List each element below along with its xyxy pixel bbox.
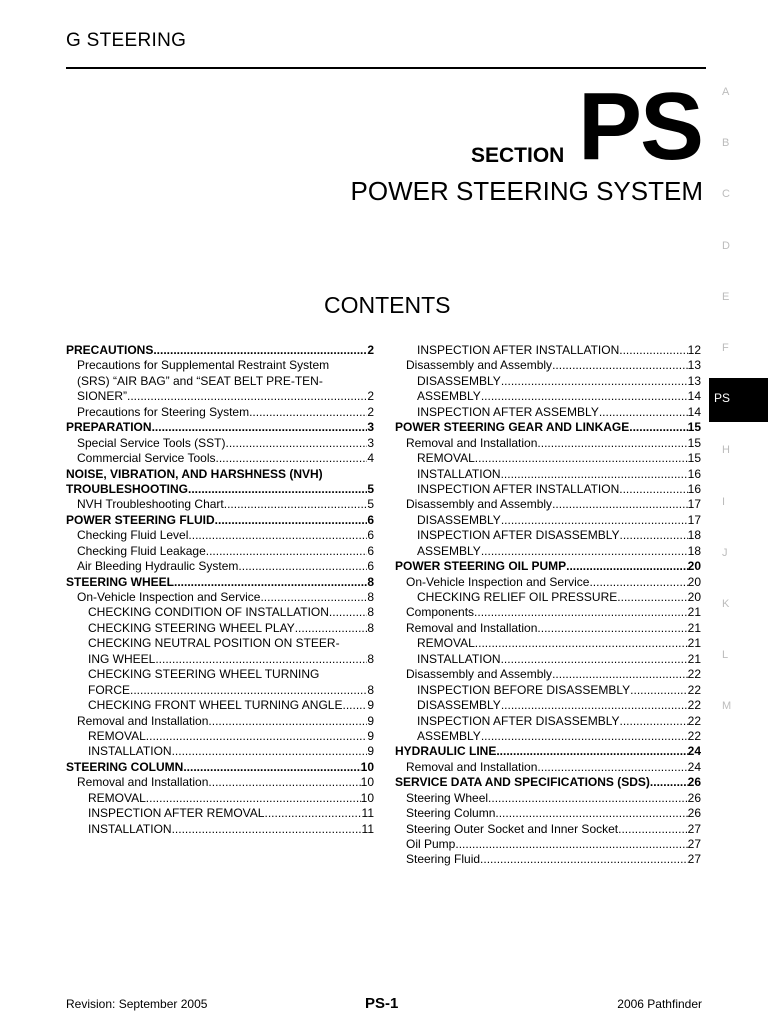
toc-entry[interactable] — [66, 791, 374, 806]
toc-dot-leader — [620, 528, 688, 543]
toc-entry-page: 17 — [687, 512, 701, 527]
section-tab-e[interactable] — [709, 287, 768, 309]
toc-entry-title: DISASSEMBLY — [417, 512, 501, 527]
toc-entry[interactable] — [395, 528, 701, 543]
footer-page-number: PS-1 — [365, 995, 399, 1012]
toc-dot-leader — [650, 775, 688, 790]
toc-entry-page: 14 — [687, 404, 701, 419]
toc-entry[interactable] — [66, 467, 374, 482]
toc-entry[interactable] — [395, 698, 701, 713]
toc-entry-title: INSPECTION AFTER INSTALLATION — [417, 343, 620, 357]
toc-dot-leader — [481, 544, 688, 559]
toc-entry-title: Steering Column — [406, 806, 496, 821]
toc-entry[interactable] — [66, 374, 374, 389]
toc-entry-page: 8 — [367, 605, 374, 620]
toc-entry[interactable] — [395, 436, 701, 451]
toc-entry-title: TROUBLESHOOTING — [66, 481, 188, 496]
toc-dot-leader — [264, 806, 361, 821]
toc-dot-leader — [552, 497, 688, 512]
toc-entry-page: 3 — [367, 420, 374, 435]
toc-entry-title: ASSEMBLY — [417, 728, 481, 743]
toc-dot-leader — [183, 760, 360, 775]
toc-entry-page: 24 — [687, 759, 701, 774]
toc-entry-page: 17 — [687, 497, 701, 512]
section-tab-l[interactable] — [709, 645, 768, 667]
toc-entry-page: 6 — [367, 543, 374, 558]
toc-entry[interactable] — [395, 636, 701, 651]
section-tab-label: H — [722, 444, 730, 457]
section-tab-label: A — [722, 86, 730, 98]
toc-entry-page: 6 — [367, 528, 374, 543]
toc-dot-leader — [172, 822, 362, 837]
toc-entry[interactable] — [66, 667, 374, 682]
section-tab-label: C — [722, 188, 730, 201]
toc-entry-title: Air Bleeding Hydraulic System — [77, 559, 239, 574]
toc-entry[interactable] — [66, 358, 374, 373]
section-tab-label: I — [722, 495, 726, 508]
section-code: PS — [578, 73, 703, 180]
toc-entry[interactable] — [395, 729, 701, 744]
toc-entry-page: 11 — [361, 806, 374, 821]
toc-entry[interactable] — [395, 714, 701, 729]
toc-entry-page: 13 — [687, 373, 701, 388]
toc-entry[interactable] — [395, 420, 701, 435]
toc-dot-leader — [537, 760, 687, 775]
toc-entry[interactable] — [66, 636, 374, 651]
toc-entry[interactable] — [395, 575, 701, 590]
toc-entry-title: INSPECTION AFTER DISASSEMBLY — [417, 528, 620, 543]
toc-entry-title: NVH Troubleshooting Chart — [77, 497, 224, 512]
section-tab-label: PS — [714, 391, 731, 406]
toc-entry[interactable] — [395, 837, 701, 852]
toc-dot-leader — [152, 420, 368, 435]
toc-entry[interactable] — [395, 482, 701, 497]
section-tab-label: F — [722, 342, 729, 354]
toc-entry-page: 5 — [367, 481, 374, 496]
toc-dot-leader — [155, 652, 367, 667]
toc-dot-leader — [188, 482, 367, 497]
section-tab-ps[interactable] — [709, 378, 768, 422]
toc-entry[interactable] — [66, 528, 374, 543]
toc-dot-leader — [552, 358, 688, 373]
toc-entry[interactable] — [66, 389, 374, 404]
toc-entry-title: Checking Fluid Leakage — [77, 543, 206, 558]
header-rule — [66, 67, 706, 69]
toc-entry-page: 6 — [367, 512, 374, 527]
toc-dot-leader — [501, 652, 688, 667]
section-tab-m[interactable] — [709, 696, 768, 718]
toc-dot-leader — [480, 852, 688, 867]
footer-revision: Revision: September 2005 — [66, 997, 208, 1011]
toc-dot-leader — [619, 482, 687, 497]
toc-dot-leader — [475, 451, 688, 466]
toc-entry-page: 22 — [687, 667, 701, 682]
toc-entry[interactable] — [66, 605, 374, 620]
toc-entry[interactable] — [395, 451, 701, 466]
toc-entry-title: DISASSEMBLY — [417, 373, 501, 388]
toc-entry-title: Steering Wheel — [406, 790, 489, 805]
toc-entry[interactable] — [395, 806, 701, 821]
toc-entry[interactable] — [395, 497, 701, 512]
toc-dot-leader — [174, 575, 367, 590]
toc-entry-page: 27 — [687, 837, 701, 851]
toc-entry-title: INSPECTION BEFORE DISASSEMBLY — [417, 682, 631, 697]
toc-entry-page: 6 — [367, 559, 374, 574]
section-tab-i[interactable] — [709, 492, 768, 514]
toc-dot-leader — [566, 559, 688, 574]
toc-entry-title: Removal and Installation — [77, 775, 209, 790]
toc-entry-title: Precautions for Supplemental Restraint System — [77, 358, 330, 373]
section-tab-c[interactable] — [709, 184, 768, 206]
toc-entry-title: Checking Fluid Level — [77, 528, 189, 543]
toc-entry-title: DISASSEMBLY — [417, 698, 501, 713]
toc-entry-title: INSTALLATION — [88, 821, 172, 836]
toc-entry-page: 10 — [360, 775, 374, 790]
toc-entry-title: INSTALLATION — [417, 651, 501, 666]
toc-entry-title: Removal and Installation — [406, 620, 538, 635]
toc-entry[interactable] — [66, 343, 374, 358]
toc-entry-page: 9 — [367, 713, 374, 728]
toc-entry-page: 13 — [687, 358, 701, 373]
toc-entry-title: On-Vehicle Inspection and Service — [406, 574, 590, 589]
toc-entry[interactable] — [66, 806, 374, 821]
toc-dot-leader — [455, 837, 687, 852]
toc-entry[interactable] — [66, 451, 374, 466]
toc-entry[interactable] — [66, 513, 374, 528]
toc-entry-page: 11 — [361, 821, 374, 836]
toc-entry-title: ASSEMBLY — [417, 543, 481, 558]
toc-entry-title: SIONER” — [77, 389, 128, 404]
toc-entry[interactable] — [395, 822, 701, 837]
toc-dot-leader — [206, 544, 368, 559]
toc-entry[interactable] — [66, 683, 374, 698]
toc-entry-title: INSPECTION AFTER DISASSEMBLY — [417, 713, 620, 728]
toc-entry-title: STEERING COLUMN — [66, 759, 184, 774]
toc-entry-page: 8 — [367, 590, 374, 604]
toc-entry-page: 26 — [687, 790, 701, 805]
contents-heading: CONTENTS — [324, 292, 451, 318]
toc-entry[interactable] — [66, 760, 374, 775]
toc-entry-page: 15 — [687, 451, 701, 466]
toc-entry-title: CHECKING FRONT WHEEL TURNING ANGLE — [88, 698, 343, 713]
toc-entry-page: 26 — [687, 775, 701, 790]
toc-entry[interactable] — [395, 760, 701, 775]
toc-dot-leader — [329, 605, 367, 620]
toc-entry[interactable] — [395, 559, 701, 574]
toc-dot-leader — [342, 698, 367, 713]
section-tab-k[interactable] — [709, 594, 768, 616]
section-tab-h[interactable] — [709, 440, 768, 462]
toc-entry-page: 9 — [367, 744, 374, 759]
toc-entry[interactable] — [66, 559, 374, 574]
running-header: G STEERING — [66, 30, 187, 51]
toc-entry-title: HYDRAULIC LINE — [395, 744, 497, 759]
toc-dot-leader — [146, 791, 361, 806]
toc-entry-title: Removal and Installation — [406, 759, 538, 774]
toc-entry-page: 3 — [367, 435, 374, 450]
toc-entry-page: 27 — [687, 821, 701, 836]
toc-entry-page: 15 — [687, 435, 701, 450]
toc-dot-leader — [619, 343, 687, 358]
toc-entry-page: 8 — [367, 651, 374, 666]
toc-dot-leader — [552, 667, 688, 682]
toc-entry-page: 26 — [687, 806, 701, 821]
toc-entry-title: Steering Outer Socket and Inner Socket — [406, 821, 619, 836]
toc-entry[interactable] — [395, 513, 701, 528]
toc-entry-page: 15 — [687, 420, 701, 435]
toc-entry[interactable] — [66, 544, 374, 559]
section-tab-label: E — [722, 290, 730, 303]
toc-entry-title: INSTALLATION — [88, 744, 172, 759]
toc-entry-title: Precautions for Steering System — [77, 404, 250, 419]
toc-entry[interactable] — [395, 467, 701, 482]
toc-entry-page: 16 — [687, 466, 701, 481]
toc-entry[interactable] — [66, 497, 374, 512]
toc-entry-page: 2 — [367, 389, 374, 404]
footer-model: 2006 Pathfinder — [617, 997, 702, 1011]
section-tab-b[interactable] — [709, 133, 768, 155]
toc-entry-title: INSPECTION AFTER ASSEMBLY — [417, 404, 599, 419]
toc-entry-title: NOISE, VIBRATION, AND HARSHNESS (NVH) — [66, 466, 323, 481]
toc-dot-leader — [501, 467, 688, 482]
toc-entry[interactable] — [395, 652, 701, 667]
toc-entry-title: FORCE — [88, 682, 130, 697]
toc-entry[interactable] — [395, 744, 701, 759]
toc-entry-page: 10 — [360, 790, 374, 805]
section-tab-d[interactable] — [709, 236, 768, 258]
toc-entry-title: REMOVAL — [417, 636, 475, 651]
section-tab-label: D — [722, 239, 730, 252]
toc-entry-title: Oil Pump — [406, 837, 456, 851]
section-tab-label: M — [722, 700, 732, 713]
toc-column-left — [66, 343, 374, 837]
toc-entry[interactable] — [395, 358, 701, 373]
toc-dot-leader — [481, 389, 688, 404]
toc-entry-title: POWER STEERING FLUID — [66, 512, 215, 527]
toc-entry-title: CHECKING RELIEF OIL PRESSURE — [417, 590, 618, 604]
toc-entry[interactable] — [66, 405, 374, 420]
toc-entry-page: 9 — [367, 698, 374, 713]
toc-dot-leader — [130, 683, 367, 698]
toc-entry-title: Removal and Installation — [406, 435, 538, 450]
toc-dot-leader — [496, 744, 687, 759]
toc-entry-title: CHECKING STEERING WHEEL TURNING — [88, 667, 320, 682]
toc-entry-title: STEERING WHEEL — [66, 574, 175, 589]
toc-entry-page: 2 — [367, 343, 374, 357]
toc-entry-page: 8 — [367, 682, 374, 697]
section-tab-label: L — [722, 649, 729, 662]
toc-entry[interactable] — [395, 343, 701, 358]
toc-dot-leader — [629, 420, 687, 435]
toc-dot-leader — [501, 698, 688, 713]
toc-entry-title: CHECKING STEERING WHEEL PLAY — [88, 620, 295, 635]
toc-dot-leader — [153, 343, 367, 358]
toc-entry-title: Steering Fluid — [406, 852, 481, 867]
toc-entry-title: Disassembly and Assembly — [406, 667, 553, 682]
toc-dot-leader — [501, 513, 688, 528]
toc-entry-title: ING WHEEL — [88, 651, 156, 666]
toc-entry-page: 14 — [687, 389, 701, 404]
toc-entry-page: 21 — [687, 636, 701, 651]
toc-entry-page: 21 — [687, 605, 701, 620]
toc-entry-title: (SRS) “AIR BAG” and “SEAT BELT PRE-TEN- — [77, 373, 323, 388]
toc-entry-title: On-Vehicle Inspection and Service — [77, 590, 261, 604]
toc-entry-page: 20 — [687, 590, 701, 604]
toc-dot-leader — [146, 729, 368, 744]
toc-entry[interactable] — [66, 698, 374, 713]
toc-entry-title: REMOVAL — [417, 451, 475, 466]
toc-dot-leader — [589, 575, 687, 590]
toc-entry-page: 8 — [367, 620, 374, 635]
toc-dot-leader — [537, 436, 687, 451]
toc-entry-title: REMOVAL — [88, 728, 146, 743]
section-tab-label: J — [722, 546, 728, 559]
toc-entry-page: 21 — [687, 620, 701, 635]
toc-entry[interactable] — [66, 590, 374, 605]
section-tab-j[interactable] — [709, 543, 768, 565]
toc-entry[interactable] — [395, 544, 701, 559]
section-tab-a[interactable] — [709, 82, 768, 104]
toc-dot-leader — [127, 389, 367, 404]
toc-dot-leader — [630, 683, 687, 698]
toc-entry-page: 22 — [687, 728, 701, 743]
toc-dot-leader — [226, 436, 368, 451]
toc-dot-leader — [599, 405, 688, 420]
section-tab-label: B — [722, 137, 730, 150]
toc-entry-page: 18 — [687, 528, 701, 543]
toc-entry-page: 22 — [687, 713, 701, 728]
toc-dot-leader — [501, 374, 688, 389]
toc-dot-leader — [481, 729, 688, 744]
toc-entry-title: SERVICE DATA AND SPECIFICATIONS (SDS) — [395, 775, 650, 790]
toc-entry-title: INSPECTION AFTER INSTALLATION — [417, 481, 620, 496]
toc-entry[interactable] — [395, 667, 701, 682]
toc-entry-page: 24 — [687, 744, 701, 759]
toc-dot-leader — [474, 605, 688, 620]
toc-entry-page: 5 — [367, 497, 374, 512]
toc-entry[interactable] — [66, 436, 374, 451]
toc-column-right — [395, 343, 701, 868]
toc-entry[interactable] — [66, 575, 374, 590]
toc-entry-title: POWER STEERING GEAR AND LINKAGE — [395, 420, 630, 435]
toc-entry[interactable] — [66, 822, 374, 837]
toc-entry-title: PREPARATION — [66, 420, 152, 435]
section-label: SECTION — [471, 144, 565, 167]
toc-entry[interactable] — [395, 389, 701, 404]
toc-dot-leader — [249, 405, 367, 420]
section-tab-f[interactable] — [709, 338, 768, 360]
toc-entry-page: 20 — [687, 574, 701, 589]
toc-entry-title: Special Service Tools (SST) — [77, 435, 226, 450]
toc-entry-title: CHECKING NEUTRAL POSITION ON STEER- — [88, 636, 340, 651]
toc-dot-leader — [295, 621, 368, 636]
toc-dot-leader — [172, 744, 368, 759]
toc-entry[interactable] — [395, 374, 701, 389]
toc-entry[interactable] — [395, 590, 701, 605]
toc-dot-leader — [188, 528, 367, 543]
toc-entry[interactable] — [66, 652, 374, 667]
toc-entry-page: 12 — [687, 343, 701, 357]
toc-dot-leader — [495, 806, 687, 821]
toc-entry-title: REMOVAL — [88, 790, 146, 805]
toc-entry[interactable] — [66, 482, 374, 497]
toc-dot-leader — [537, 621, 687, 636]
section-tab-label: K — [722, 598, 730, 610]
toc-dot-leader — [260, 590, 367, 605]
toc-entry[interactable] — [66, 714, 374, 729]
toc-entry-title: INSTALLATION — [417, 466, 501, 481]
toc-entry[interactable] — [66, 729, 374, 744]
toc-dot-leader — [215, 513, 368, 528]
toc-entry-page: 20 — [687, 559, 701, 574]
toc-entry[interactable] — [395, 405, 701, 420]
toc-entry-title: Commercial Service Tools — [77, 451, 216, 466]
toc-entry-page: 9 — [367, 728, 374, 743]
toc-dot-leader — [224, 497, 368, 512]
toc-entry-title: POWER STEERING OIL PUMP — [395, 559, 567, 574]
toc-entry[interactable] — [395, 775, 701, 790]
toc-entry-page: 8 — [367, 574, 374, 589]
toc-entry[interactable] — [66, 775, 374, 790]
toc-entry-title: Components — [406, 605, 475, 620]
toc-entry-title: Disassembly and Assembly — [406, 358, 553, 373]
toc-dot-leader — [617, 590, 687, 605]
toc-dot-leader — [475, 636, 688, 651]
toc-entry-page: 16 — [687, 481, 701, 496]
toc-entry[interactable] — [395, 621, 701, 636]
toc-entry-page: 22 — [687, 698, 701, 713]
toc-entry-title: ASSEMBLY — [417, 389, 481, 404]
toc-entry[interactable] — [395, 605, 701, 620]
toc-entry[interactable] — [395, 683, 701, 698]
toc-dot-leader — [216, 451, 368, 466]
toc-dot-leader — [488, 791, 688, 806]
toc-dot-leader — [208, 714, 367, 729]
toc-dot-leader — [618, 822, 688, 837]
toc-entry-page: 4 — [367, 451, 374, 466]
toc-entry-page: 10 — [360, 759, 374, 774]
toc-entry-page: 22 — [687, 682, 701, 697]
toc-entry-page: 27 — [687, 852, 701, 867]
toc-entry[interactable] — [395, 791, 701, 806]
toc-dot-leader — [238, 559, 367, 574]
section-title: POWER STEERING SYSTEM — [350, 176, 703, 206]
toc-entry[interactable] — [395, 852, 701, 867]
toc-entry-page: 18 — [687, 543, 701, 558]
toc-dot-leader — [620, 714, 688, 729]
toc-entry[interactable] — [66, 621, 374, 636]
toc-entry-page: 2 — [367, 404, 374, 419]
toc-entry-title: PRECAUTIONS — [66, 343, 154, 357]
toc-entry[interactable] — [66, 744, 374, 759]
toc-entry-title: Removal and Installation — [77, 713, 209, 728]
toc-entry-title: Disassembly and Assembly — [406, 497, 553, 512]
toc-entry-page: 21 — [687, 651, 701, 666]
toc-entry[interactable] — [66, 420, 374, 435]
toc-entry-title: CHECKING CONDITION OF INSTALLATION — [88, 605, 329, 620]
toc-entry-title: INSPECTION AFTER REMOVAL — [88, 806, 265, 821]
toc-dot-leader — [208, 775, 360, 790]
